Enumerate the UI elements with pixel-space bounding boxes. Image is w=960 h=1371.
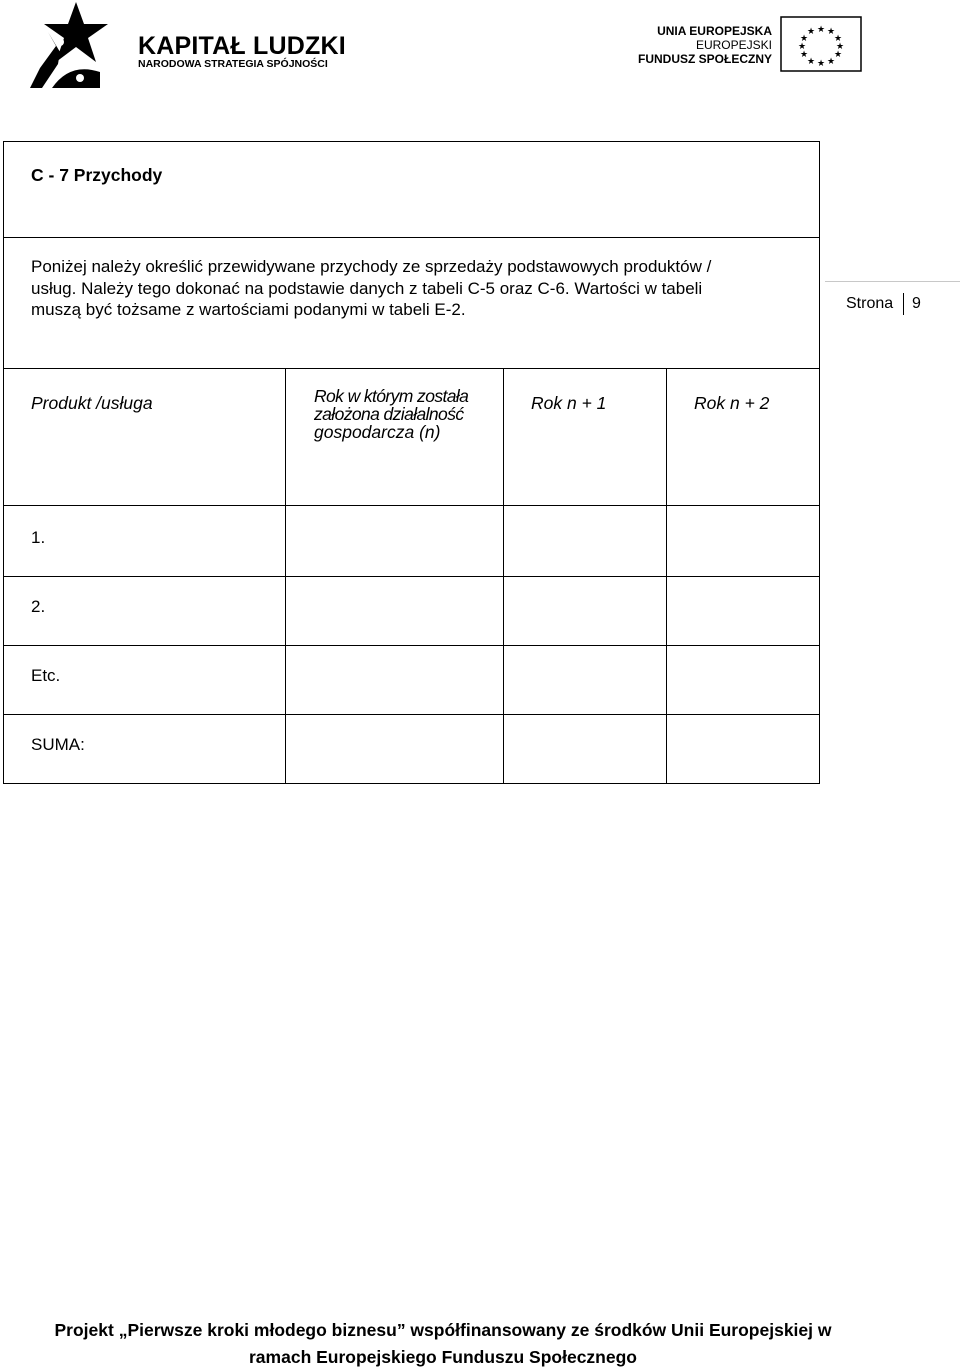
section-title: C - 7 Przychody bbox=[4, 142, 820, 238]
page-separator bbox=[903, 293, 904, 315]
kapital-ludzki-subtitle: NARODOWA STRATEGIA SPÓJNOŚCI bbox=[138, 58, 328, 70]
eu-flag-icon bbox=[780, 16, 862, 72]
header-year-n bbox=[286, 369, 504, 506]
eu-fund-text bbox=[632, 24, 772, 66]
page-number: 9 bbox=[912, 295, 921, 312]
cell-sum-year-n[interactable] bbox=[286, 715, 504, 784]
svg-text:★: ★ bbox=[816, 24, 826, 34]
svg-text:★: ★ bbox=[835, 41, 845, 51]
cell-etc-year-n[interactable] bbox=[286, 646, 504, 715]
cell-etc-year-n1[interactable] bbox=[504, 646, 667, 715]
section-description bbox=[4, 238, 820, 369]
row-label-etc: Etc. bbox=[4, 646, 286, 715]
eu-line-1: UNIA EUROPEJSKA bbox=[657, 24, 772, 38]
svg-text:★: ★ bbox=[826, 56, 836, 66]
svg-text:★: ★ bbox=[826, 26, 836, 36]
revenue-table bbox=[3, 141, 820, 784]
svg-text:★: ★ bbox=[816, 58, 826, 68]
page-marker bbox=[825, 281, 960, 332]
page-label: Strona bbox=[846, 295, 894, 312]
svg-text:★: ★ bbox=[833, 49, 843, 59]
cell-etc-year-n2[interactable] bbox=[667, 646, 820, 715]
description-line-2: usług. Należy tego dokonać na podstawie danych z tabeli C-5 oraz C-6. Wartości w tabeli bbox=[31, 278, 703, 298]
kapital-ludzki-title: KAPITAŁ LUDZKI bbox=[138, 32, 346, 60]
row-label-sum: SUMA: bbox=[4, 715, 286, 784]
svg-text:★: ★ bbox=[797, 41, 807, 51]
eu-line-2: EUROPEJSKI bbox=[695, 38, 772, 52]
cell-sum-year-n2[interactable] bbox=[667, 715, 820, 784]
cell-sum-year-n1[interactable] bbox=[504, 715, 667, 784]
row-label-1: 1. bbox=[4, 506, 286, 577]
header-product: Produkt /usługa bbox=[4, 369, 286, 506]
row-label-2: 2. bbox=[4, 577, 286, 646]
header-year-n-line-1: Rok w którym została bbox=[314, 386, 469, 406]
header-year-n-line-3: gospodarcza (n) bbox=[314, 422, 441, 442]
svg-text:★: ★ bbox=[799, 49, 809, 59]
eu-line-3: FUNDUSZ SPOŁECZNY bbox=[637, 52, 772, 66]
cell-2-year-n[interactable] bbox=[286, 577, 504, 646]
cell-2-year-n1[interactable] bbox=[504, 577, 667, 646]
svg-text:★: ★ bbox=[806, 26, 816, 36]
footer bbox=[0, 1317, 886, 1371]
kapital-ludzki-emblem-icon bbox=[30, 2, 110, 88]
cell-2-year-n2[interactable] bbox=[667, 577, 820, 646]
svg-text:★: ★ bbox=[806, 56, 816, 66]
description-line-3: muszą być tożsame z wartościami podanymi w tabeli E-2. bbox=[31, 300, 466, 319]
cell-1-year-n2[interactable] bbox=[667, 506, 820, 577]
cell-1-year-n[interactable] bbox=[286, 506, 504, 577]
description-line-1: Poniżej należy określić przewidywane przychody ze sprzedaży podstawowych produktów / bbox=[31, 257, 712, 276]
header-year-n2: Rok n + 2 bbox=[667, 369, 820, 506]
header-year-n-line-2: założona działalność bbox=[314, 404, 464, 424]
svg-text:★: ★ bbox=[799, 33, 809, 43]
footer-line-2: ramach Europejskiego Funduszu Społecznego bbox=[249, 1347, 637, 1367]
header-year-n1: Rok n + 1 bbox=[504, 369, 667, 506]
kapital-ludzki-logo bbox=[30, 2, 346, 90]
cell-1-year-n1[interactable] bbox=[504, 506, 667, 577]
footer-line-1: Projekt „Pierwsze kroki młodego biznesu” współfinansowany ze środków Unii Europejskiej w bbox=[54, 1320, 832, 1340]
svg-text:★: ★ bbox=[833, 33, 843, 43]
